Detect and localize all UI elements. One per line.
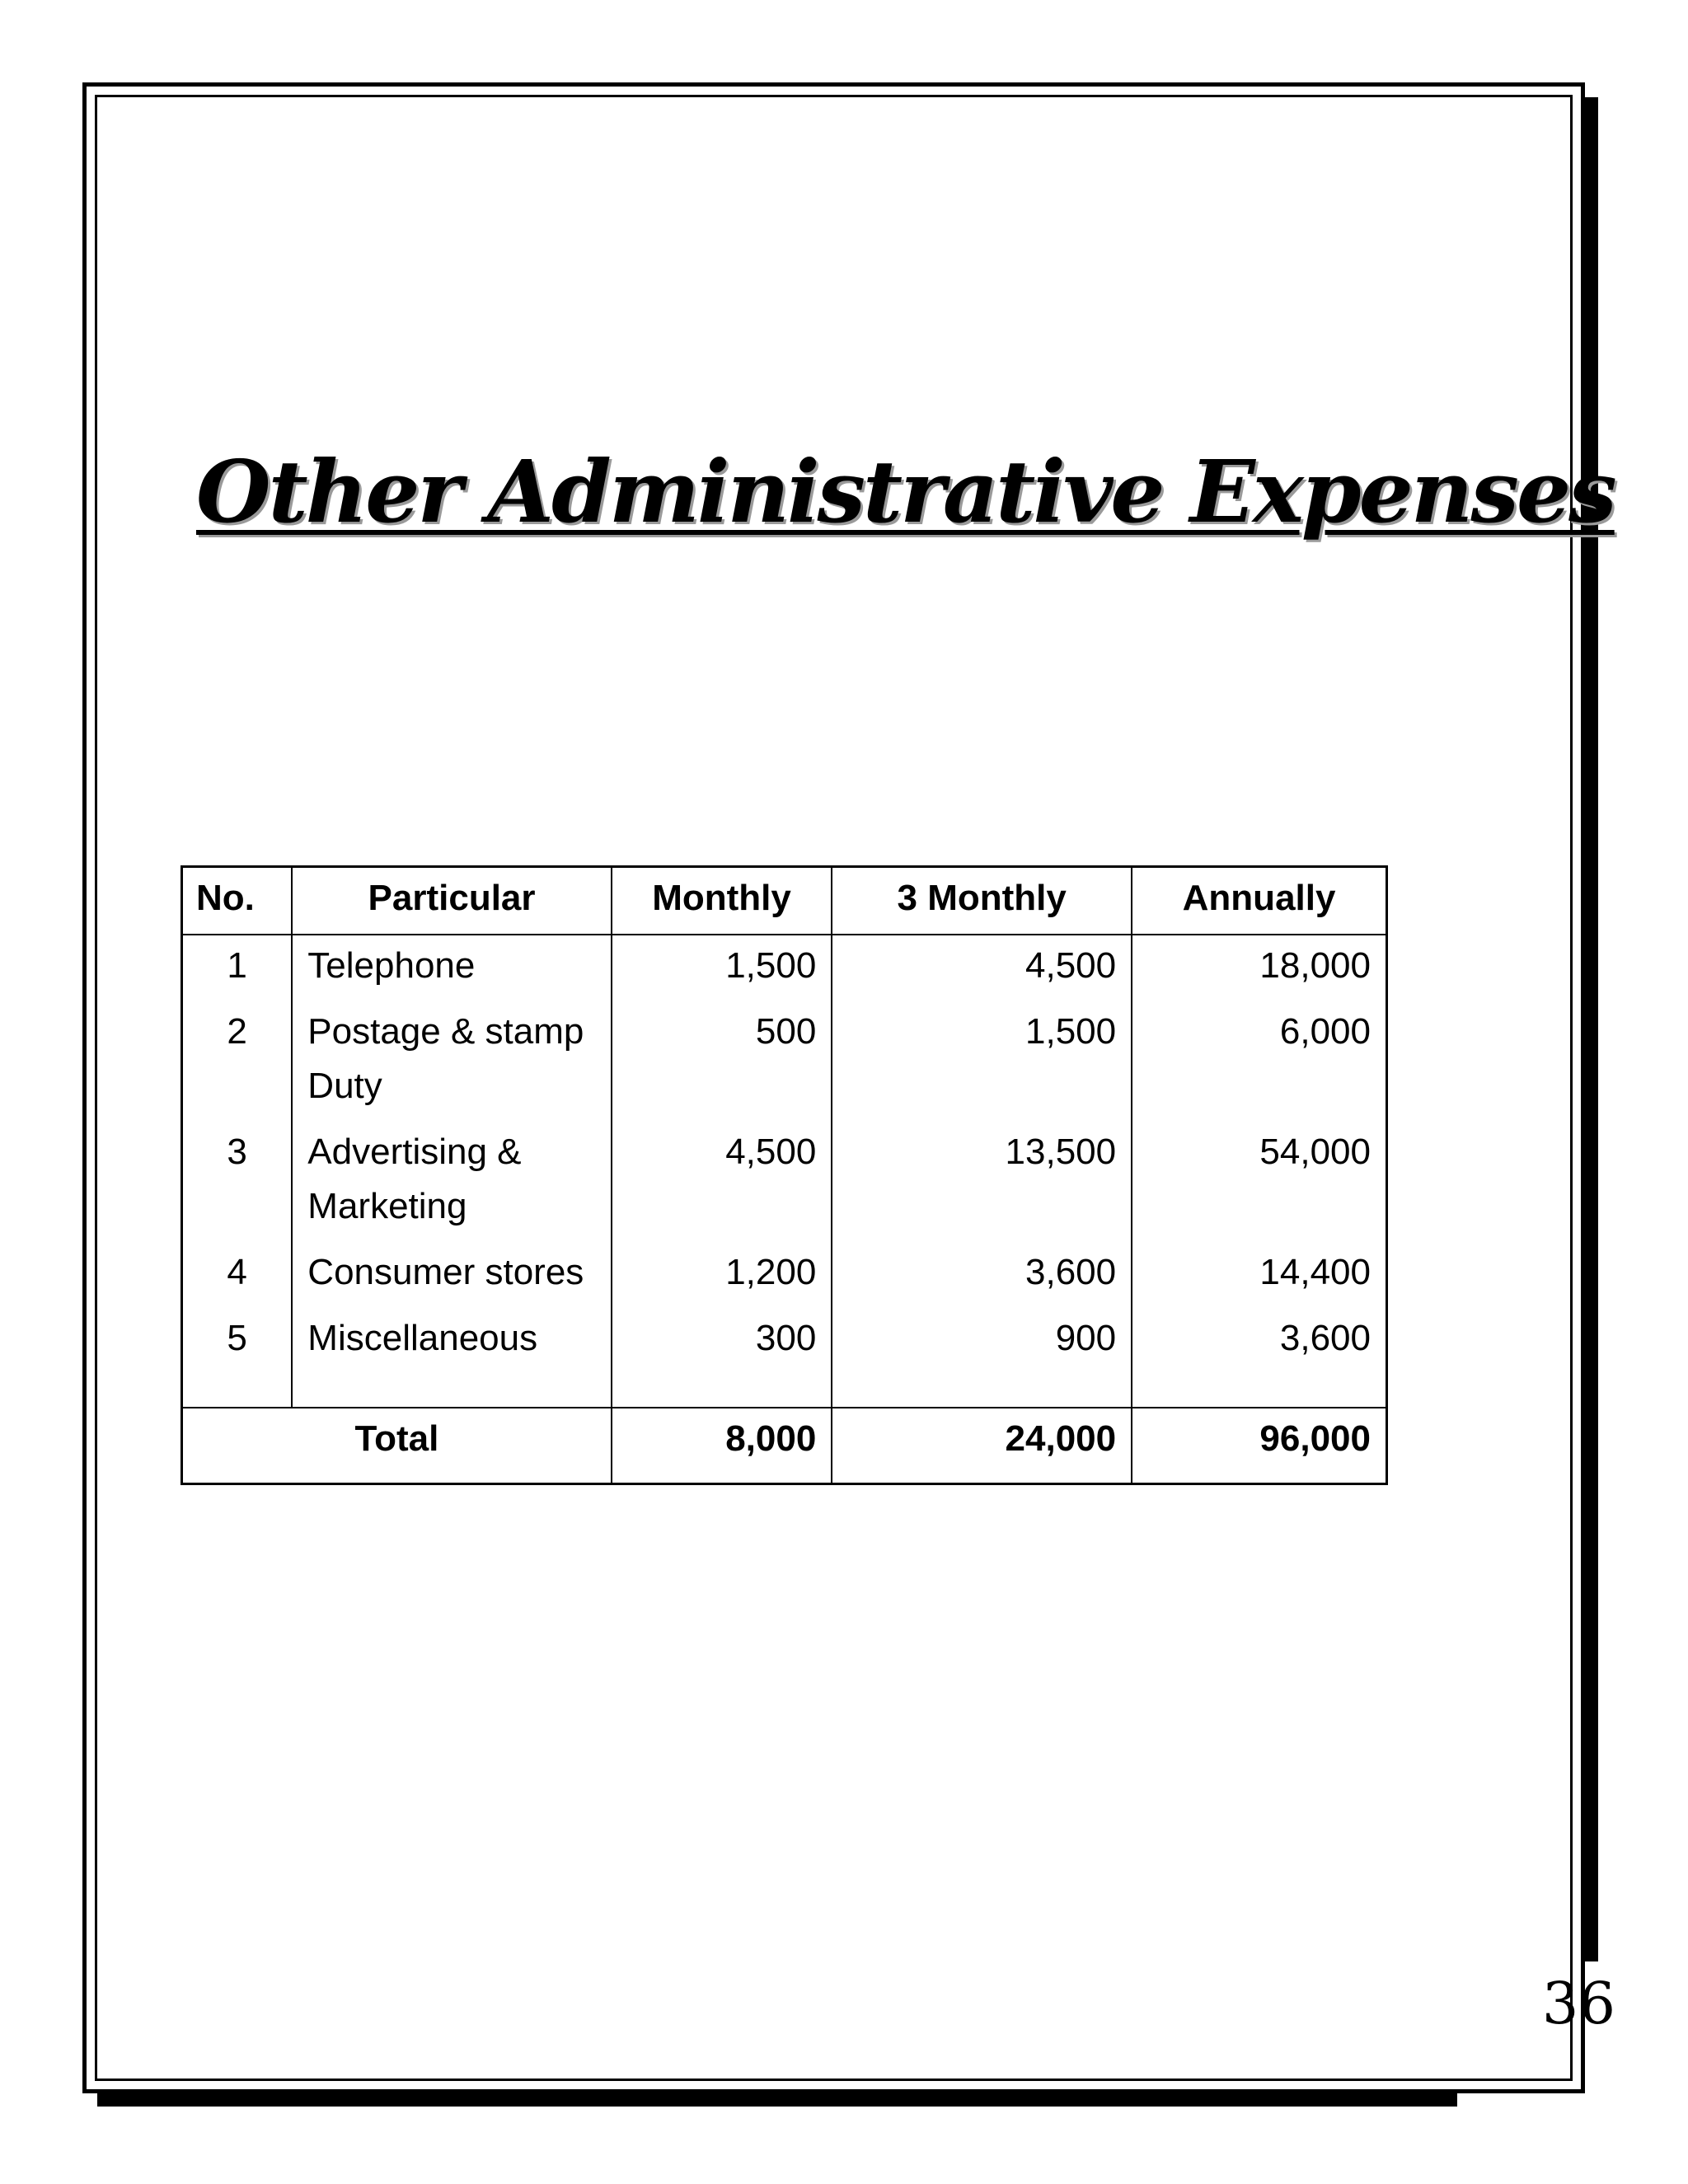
- row-annually: 3,600: [1132, 1308, 1386, 1374]
- row-monthly: 500: [612, 1001, 832, 1122]
- table-row: [182, 935, 1387, 1001]
- row-monthly: 1,200: [612, 1242, 832, 1308]
- table-header-row: [182, 867, 1387, 935]
- table-row: [182, 1122, 1387, 1242]
- row-monthly: 1,500: [612, 935, 832, 1001]
- row-annually: 6,000: [1132, 1001, 1386, 1122]
- header-monthly: Monthly: [612, 867, 832, 935]
- table-spacer-row: [182, 1374, 1387, 1408]
- spacer-cell: [612, 1374, 832, 1408]
- row-no: 3: [182, 1122, 293, 1242]
- row-annually: 54,000: [1132, 1122, 1386, 1242]
- row-particular: Consumer stores: [292, 1242, 611, 1308]
- row-no: 1: [182, 935, 293, 1001]
- header-particular: Particular: [292, 867, 611, 935]
- row-particular: Postage & stamp Duty: [292, 1001, 611, 1122]
- row-monthly: 4,500: [612, 1122, 832, 1242]
- table-row: [182, 1001, 1387, 1122]
- row-3-monthly: 13,500: [832, 1122, 1132, 1242]
- row-3-monthly: 900: [832, 1308, 1132, 1374]
- expenses-table: [181, 865, 1388, 1485]
- row-annually: 14,400: [1132, 1242, 1386, 1308]
- row-no: 5: [182, 1308, 293, 1374]
- row-particular: Advertising & Marketing: [292, 1122, 611, 1242]
- page-border-shadow-right: [1585, 97, 1598, 1961]
- spacer-cell: [182, 1374, 293, 1408]
- row-3-monthly: 1,500: [832, 1001, 1132, 1122]
- row-no: 2: [182, 1001, 293, 1122]
- row-no: 4: [182, 1242, 293, 1308]
- table-total-row: [182, 1408, 1387, 1484]
- row-particular: Telephone: [292, 935, 611, 1001]
- row-3-monthly: 4,500: [832, 935, 1132, 1001]
- header-no: No.: [182, 867, 293, 935]
- total-annually: 96,000: [1132, 1408, 1386, 1484]
- row-annually: 18,000: [1132, 935, 1386, 1001]
- page-title: Other Administrative Expenses: [196, 440, 1615, 542]
- spacer-cell: [832, 1374, 1132, 1408]
- row-monthly: 300: [612, 1308, 832, 1374]
- header-3-monthly: 3 Monthly: [832, 867, 1132, 935]
- page-border-shadow-bottom: [97, 2093, 1457, 2107]
- header-annually: Annually: [1132, 867, 1386, 935]
- spacer-cell: [1132, 1374, 1386, 1408]
- row-3-monthly: 3,600: [832, 1242, 1132, 1308]
- row-particular: Miscellaneous: [292, 1308, 611, 1374]
- total-label: Total: [182, 1408, 612, 1484]
- spacer-cell: [292, 1374, 611, 1408]
- table-row: [182, 1242, 1387, 1308]
- table-row: [182, 1308, 1387, 1374]
- page-number: 36: [1541, 1970, 1615, 2037]
- total-monthly: 8,000: [612, 1408, 832, 1484]
- total-3-monthly: 24,000: [832, 1408, 1132, 1484]
